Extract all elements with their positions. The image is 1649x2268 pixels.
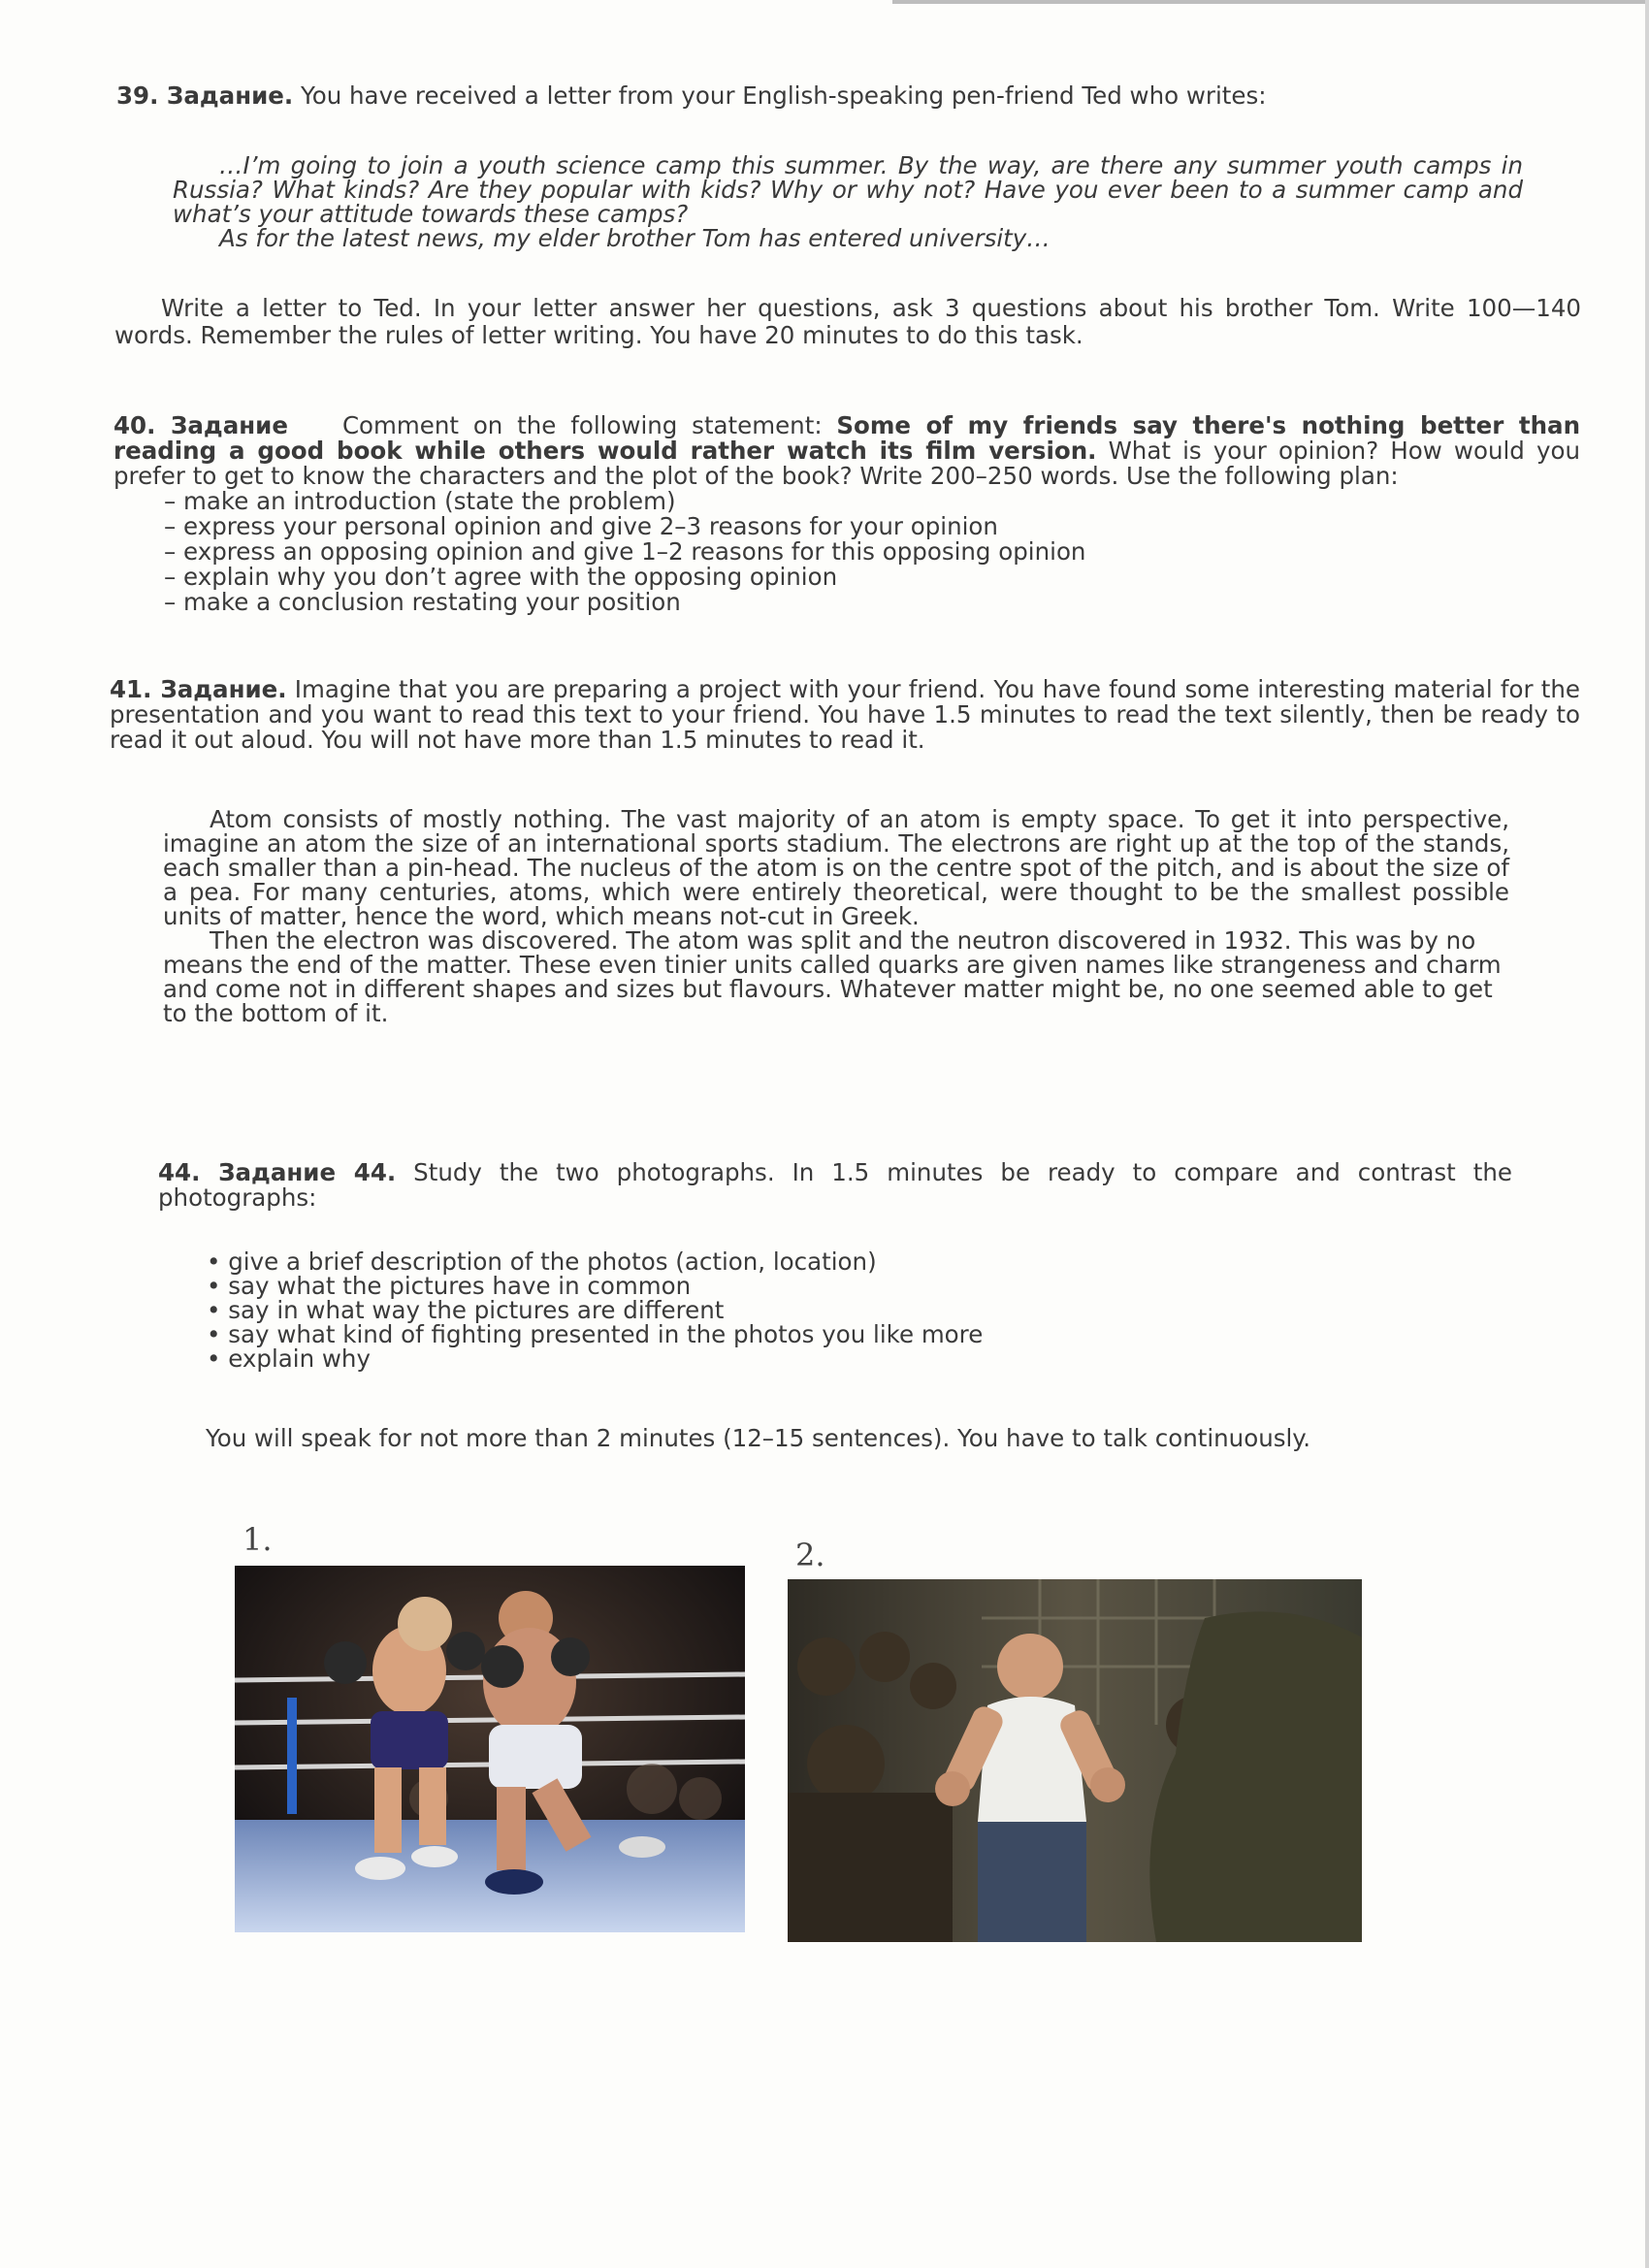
task-44 [158, 1160, 1512, 1211]
point-item: • give a brief description of the photos (action, location) [207, 1249, 1322, 1274]
task-44-list [158, 1249, 1322, 1371]
letter-paragraph-2: As for the latest news, my elder brother Tom has entered university… [219, 224, 1051, 252]
task-40-rest: What is your opinion? How would you prefer to get to know the characters and the plot of the book? Write 200–250 words. Use the following plan: [113, 437, 1580, 490]
task-40-statement: Some of my friends say there's nothing better than reading a good book while others would rather watch its film version. [113, 411, 1581, 465]
task-41-intro [110, 677, 1580, 753]
photo-1-label: 1. [242, 1521, 273, 1558]
task-40-text [113, 413, 1580, 489]
task-40-number: 40. Задание [113, 411, 288, 439]
task-40 [113, 413, 1580, 615]
reading-paragraph-2: Then the electron was discovered. The atom was split and the neutron discovered in 1932. This was by no means the end of the matter. These even tinier units called quarks are given names like strangeness and charm and come not in different shapes and sizes but flavours. Whatever matter might be, no one seemed able to get to the bottom of it. [163, 926, 1502, 1027]
task-44-points [158, 1249, 1322, 1371]
task-40-plan [113, 489, 1580, 615]
scan-edge-right [1645, 0, 1649, 2268]
task-44-intro [158, 1160, 1512, 1211]
reading-paragraph-1: Atom consists of mostly nothing. The vast majority of an atom is empty space. To get it into perspective, imagine an atom the size of an international sports stadium. The electrons are right up at the top of the stands, each smaller than a pin-head. The nucleus of the atom is on the centre spot of the pitch, and is about the size of a pea. For many centuries, atoms, which were entirely theoretical, were thought to be the smallest possible units of matter, hence the word, which means not-cut in Greek. [163, 805, 1509, 930]
point-item: • say what kind of fighting presented in the photos you like more [207, 1322, 1322, 1346]
task-44-number: 44. Задание 44. [158, 1158, 397, 1186]
plan-item: – express your personal opinion and give 2–3 reasons for your opinion [164, 514, 1580, 539]
plan-item: – explain why you don’t agree with the opposing opinion [164, 565, 1580, 590]
task-39-instruction: Write a letter to Ted. In your letter answer her questions, ask 3 questions about his brother Tom. Write 100—140 words. Remember the rules of letter writing. You have 20 minutes to do this task. [114, 294, 1581, 349]
point-item: • say what the pictures have in common [207, 1274, 1322, 1298]
task-39-intro [116, 81, 1591, 111]
task-41-reading-text [163, 807, 1509, 1025]
photo-street-fight [788, 1579, 1362, 1942]
task-39-intro-text: You have received a letter from your English-speaking pen-friend Ted who writes: [293, 81, 1267, 110]
task-44-closing [206, 1424, 1467, 1453]
task-39-number: 39. Задание. [116, 81, 294, 110]
task-41-number: 41. Задание. [110, 675, 287, 703]
task-39 [116, 81, 1591, 111]
scan-edge-top [892, 0, 1649, 4]
photo-2-label: 2. [795, 1537, 825, 1573]
plan-item: – make an introduction (state the problem) [164, 489, 1580, 514]
task-44-intro-text: Study the two photographs. In 1.5 minutes be ready to compare and contrast the photographs: [158, 1158, 1512, 1212]
plan-item: – express an opposing opinion and give 1–2 reasons for this opposing opinion [164, 539, 1580, 565]
task-39-letter [173, 153, 1523, 250]
point-item: • explain why [207, 1346, 1322, 1371]
task-39-instruction-block [114, 295, 1581, 349]
plan-item: – make a conclusion restating your position [164, 590, 1580, 615]
letter-paragraph-1: …I’m going to join a youth science camp this summer. By the way, are there any summer youth camps in Russia? What kinds? Are they popular with kids? Why or why not? Have you ever been to a summer camp and what’s your attitude towards these camps? [173, 151, 1523, 228]
point-item: • say in what way the pictures are different [207, 1298, 1322, 1322]
photo-boxing-match [235, 1566, 745, 1932]
task-41-intro-text: Imagine that you are preparing a project with your friend. You have found some interesting material for the presentation and you want to read this text to your friend. You have 1.5 minutes to read the text silently, then be ready to read it out aloud. You will not have more than 1.5 minutes to read it. [110, 675, 1580, 754]
task-41 [110, 677, 1580, 753]
task-44-closing-text: You will speak for not more than 2 minutes (12–15 sentences). You have to talk continuously. [206, 1424, 1311, 1452]
task-40-lead: Comment on the following statement: [341, 411, 837, 439]
